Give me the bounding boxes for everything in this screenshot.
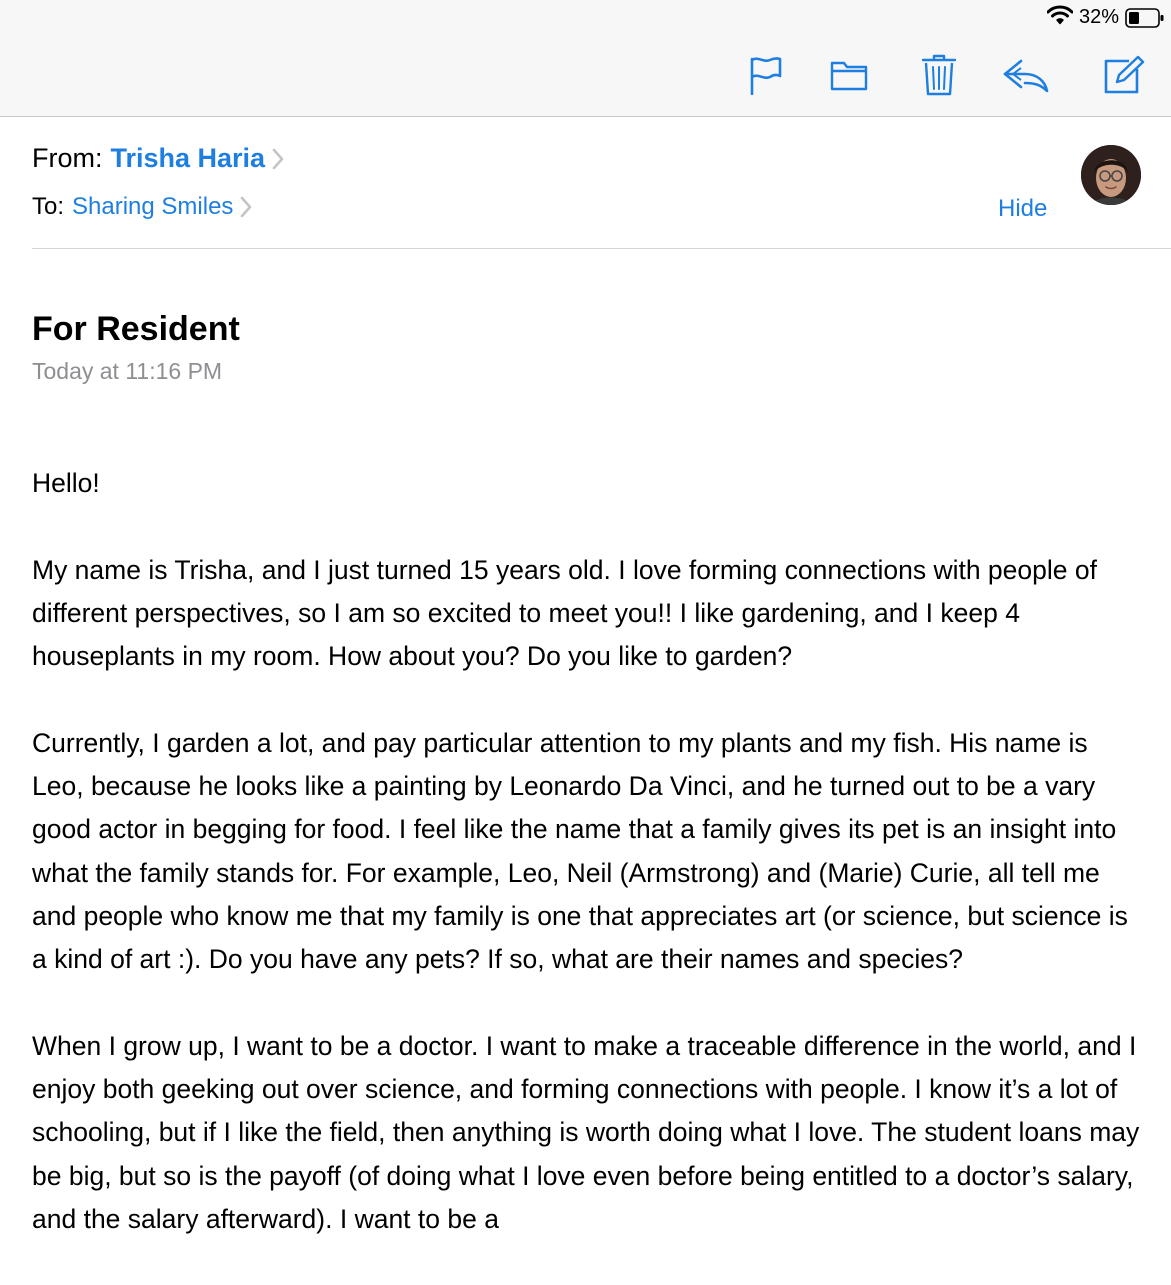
message-subject: For Resident [32,310,240,348]
from-row [32,143,285,174]
move-to-folder-button[interactable] [828,52,870,98]
flag-icon [748,55,782,95]
compose-button[interactable] [1102,52,1146,98]
chevron-right-icon[interactable] [239,195,253,219]
from-label: From: [32,143,103,173]
chevron-right-icon[interactable] [271,147,285,171]
wifi-icon [1047,5,1073,30]
folder-icon [830,59,868,91]
message-toolbar [0,52,1171,98]
header-divider [32,248,1171,249]
trash-button[interactable] [918,52,960,98]
sender-name[interactable]: Trisha Haria [110,143,266,173]
to-row [32,193,253,221]
battery-percent: 32% [1078,5,1119,28]
message-body [32,462,1144,1285]
status-bar [1047,4,1161,30]
to-label: To: [32,193,65,220]
battery-icon [1125,8,1161,26]
compose-icon [1103,55,1145,95]
avatar[interactable] [1081,145,1141,205]
hide-details-link[interactable]: Hide [998,195,1048,222]
message-date: Today at 11:16 PM [32,358,223,384]
top-bar [0,0,1171,117]
body-paragraph: When I grow up, I want to be a doctor. I want to make a traceable difference in the world, and I enjoy both geeking out over science, and forming connections with people. I know it’s a lot of schooling, but if I like the field, then anything is worth doing what I love. The student loans may be big, but so is the payoff (of doing what I love even before being entitled to a doctor’s salary, and the salary afterward). I want to be a [32,1030,1140,1235]
body-paragraph: Hello! [32,468,100,498]
body-paragraph: My name is Trisha, and I just turned 15 years old. I love forming connections with people of different perspectives, so I am so excited to meet you!! I like gardening, and I keep 4 houseplants in my room. How about you? Do you like to garden? [32,554,1097,672]
trash-icon [922,54,956,96]
body-paragraph: Currently, I garden a lot, and pay particular attention to my plants and my fish. His name is Leo, because he looks like a painting by Leonardo Da Vinci, and he turned out to be a vary good actor in begging for food. I feel like the name that a family gives its pet is an insight into what the family stands for. For example, Leo, Neil (Armstrong) and (Marie) Curie, all tell me and people who know me that my family is one that appreciates art (or science, but science is a kind of art :). Do you have any pets? If so, what are their names and species? [32,727,1128,975]
recipient-name[interactable]: Sharing Smiles [72,193,234,220]
reply-button[interactable] [1002,52,1050,98]
flag-button[interactable] [744,52,786,98]
message-header [0,117,1171,249]
reply-icon [1003,57,1049,93]
